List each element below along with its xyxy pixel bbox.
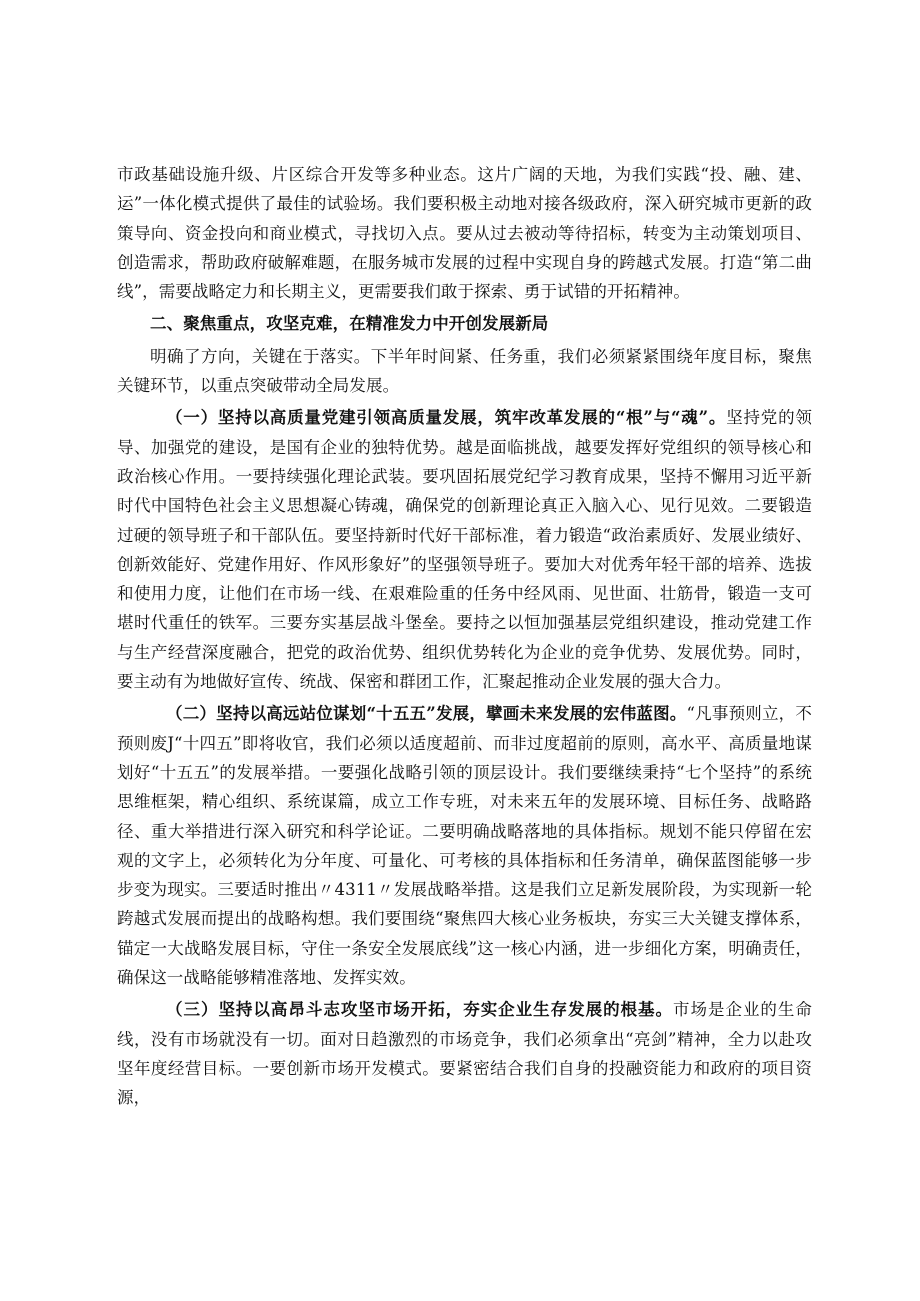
intro-paragraph: 市政基础设施升级、片区综合开发等多种业态。这片广阔的天地，为我们实践“投、融、建、运”一体化模式提供了最佳的试验场。我们要积极主动地对接各级政府，深入研究城市更新的政策导向、资金投向和商业模式，寻找切入点。要从过去被动等待招标，转变为主动策划项目、创造需求，帮助政府破解难题，在服务城市发展的过程中实现自身的跨越式发展。打造“第二曲线”，需要战略定力和长期主义，更需要我们敢于探索、勇于试错的开拓精神。 — [117, 165, 812, 302]
item-2-body: “凡事预则立，不预则废J“十四五”即将收官，我们必须以适度超前、而非过度超前的原则，高水平、高质量地谋划好“十五五”的发展举措。一要强化战略引领的顶层设计。我们要继续秉持“七个坚持”的系统思维框架，精心组织、系统谋篇，成立工作专班，对未来五年的发展环境、目标任务、战略路径、重大举措进行深入研究和科学论证。二要明确战略落地的具体指标。规划不能只停留在宏观的文字上，必须转化为分年度、可量化、可考核的具体指标和任务清单，确保蓝图能够一步步变为现实。三要适时推出〃4311〃发展战略举措。这是我们立足新发展阶段，为实现新一轮跨越式发展而提出的战略构想。我们要围绕“聚焦四大核心业务板块，夯实三大关键支撑体系，锚定一大战略发展目标，守住一条安全发展底线”这一核心内涵，进一步细化方案，明确责任，确保这一战略能够精准落地、发挥实效。 — [117, 704, 812, 988]
item-3-paragraph — [117, 995, 812, 1112]
item-1-lead: （一）坚持以高质量党建引领高质量发展，筑牢改革发展的“根”与“魂”。 — [166, 408, 727, 428]
item-3-body: 市场是企业的生命线，没有市场就没有一切。面对日趋激烈的市场竞争，我们必须拿出“亮剑”精神，全力以赴攻坚年度经营目标。一要创新市场开发模式。要紧密结合我们自身的投融资能力和政府的项目资源， — [117, 1000, 812, 1108]
item-2-lead: （二）坚持以高远站位谋划“十五五”发展，擘画未来发展的宏伟蓝图。 — [166, 704, 687, 724]
item-2-paragraph — [117, 699, 812, 992]
section-heading: 二、聚焦重点，攻坚克难，在精准发力中开创发展新局 — [150, 314, 549, 334]
item-1-paragraph — [117, 403, 812, 696]
document-body — [117, 160, 812, 1113]
section-intro-paragraph: 明确了方向，关键在于落实。下半年时间紧、任务重，我们必须紧紧围绕年度目标，聚焦关键环节，以重点突破带动全局发展。 — [117, 346, 812, 396]
item-3-lead: （三）坚持以高昂斗志攻坚市场开拓，夯实企业生存发展的根基。 — [166, 1000, 674, 1020]
item-1-body: 坚持党的领导、加强党的建设，是国有企业的独特优势。越是面临挑战，越要发挥好党组织的领导核心和政治核心作用。一要持续强化理论武装。要巩固拓展党纪学习教育成果，坚持不懈用习近平新时代中国特色社会主义思想凝心铸魂，确保党的创新理论真正入脑入心、见行见效。二要锻造过硬的领导班子和干部队伍。要坚持新时代好干部标准，着力锻造“政治素质好、发展业绩好、创新效能好、党建作用好、作风形象好”的坚强领导班子。要加大对优秀年轻干部的培养、选拔和使用力度，让他们在市场一线、在艰难险重的任务中经风雨、见世面、壮筋骨，锻造一支可堪时代重任的铁军。三要夯实基层战斗堡垒。要持之以恒加强基层党组织建设，推动党建工作与生产经营深度融合，把党的政治优势、组织优势转化为企业的竞争优势、发展优势。同时，要主动有为地做好宣传、统战、保密和群团工作，汇聚起推动企业发展的强大合力。 — [117, 408, 812, 692]
